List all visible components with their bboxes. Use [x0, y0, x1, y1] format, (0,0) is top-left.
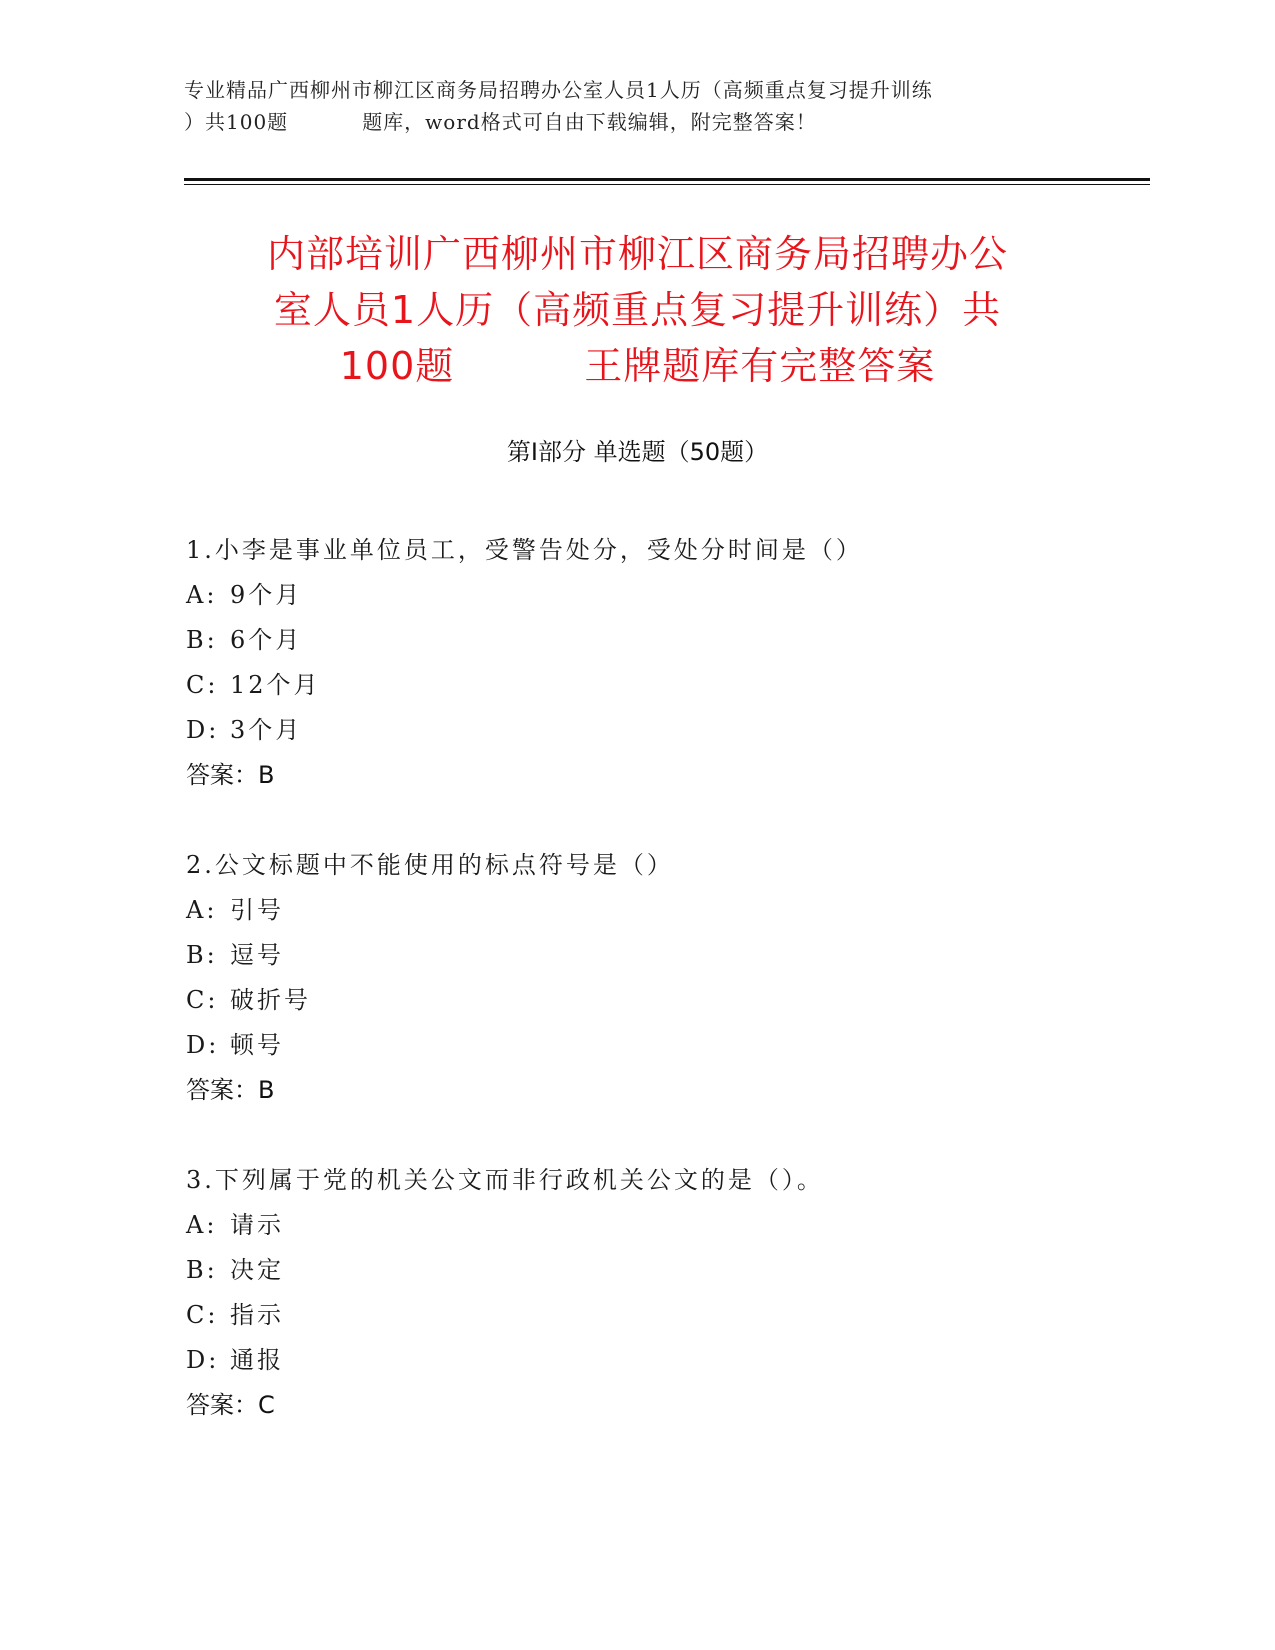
- option-key: D:: [186, 1031, 220, 1059]
- option-key: A:: [186, 581, 218, 609]
- option-a: [186, 888, 1136, 933]
- question-2: [186, 843, 1136, 1113]
- option-key: B:: [186, 941, 218, 969]
- question-3: [186, 1158, 1136, 1428]
- question-text: 3.下列属于党的机关公文而非行政机关公文的是（）。: [186, 1166, 824, 1194]
- option-text: 6个月: [230, 626, 303, 654]
- option-a: [186, 573, 1136, 618]
- header-divider-thin: [184, 184, 1150, 185]
- answer: 答案：C: [186, 1391, 275, 1419]
- header-note-line-2-end: 题库，word格式可自由下载编辑，附完整答案！: [362, 110, 817, 134]
- option-text: 决定: [230, 1256, 284, 1284]
- option-b: [186, 1248, 1136, 1293]
- header-divider-thick: [184, 178, 1150, 181]
- option-key: C:: [186, 986, 219, 1014]
- option-text: 顿号: [230, 1031, 284, 1059]
- option-c: [186, 663, 1136, 708]
- question-text: 1.小李是事业单位员工，受警告处分，受处分时间是（）: [186, 536, 863, 564]
- title-line-1: 内部培训广西柳州市柳江区商务局招聘办公: [266, 232, 1008, 276]
- option-c: [186, 978, 1136, 1023]
- header-note-line-2-start: ）共100题: [184, 110, 289, 134]
- answer: 答案：B: [186, 761, 275, 789]
- option-d: [186, 1023, 1136, 1068]
- option-text: 9个月: [230, 581, 303, 609]
- option-b: [186, 933, 1136, 978]
- document-title: [150, 226, 1125, 394]
- option-d: [186, 1338, 1136, 1383]
- title-line-3: [150, 338, 1125, 394]
- option-text: 破折号: [230, 986, 311, 1014]
- option-text: 12个月: [230, 671, 321, 699]
- option-key: C:: [186, 1301, 219, 1329]
- option-key: A:: [186, 1211, 218, 1239]
- option-key: D:: [186, 1346, 220, 1374]
- option-text: 请示: [230, 1211, 284, 1239]
- option-b: [186, 618, 1136, 663]
- question-list: [186, 528, 1136, 1473]
- option-key: C:: [186, 671, 219, 699]
- question-text: 2.公文标题中不能使用的标点符号是（）: [186, 851, 674, 879]
- option-c: [186, 1293, 1136, 1338]
- option-key: D:: [186, 716, 220, 744]
- option-key: B:: [186, 1256, 218, 1284]
- title-line-2: 室人员1人历（高频重点复习提升训练）共: [273, 288, 1002, 332]
- question-1: [186, 528, 1136, 798]
- option-text: 逗号: [230, 941, 284, 969]
- option-text: 通报: [230, 1346, 284, 1374]
- title-line-3-end: 王牌题库有完整答案: [584, 344, 936, 388]
- section-title: 第Ⅰ部分 单选题（50题）: [506, 438, 769, 466]
- header-note-line-1: 专业精品广西柳州市柳江区商务局招聘办公室人员1人历（高频重点复习提升训练: [184, 78, 933, 102]
- option-key: B:: [186, 626, 218, 654]
- header-note: [184, 74, 1084, 138]
- option-a: [186, 1203, 1136, 1248]
- header-note-line-2: [184, 106, 1084, 138]
- option-d: [186, 708, 1136, 753]
- option-text: 3个月: [230, 716, 303, 744]
- title-line-3-start: 100题: [339, 344, 455, 388]
- option-text: 引号: [230, 896, 284, 924]
- option-key: A:: [186, 896, 218, 924]
- option-text: 指示: [230, 1301, 284, 1329]
- answer: 答案：B: [186, 1076, 275, 1104]
